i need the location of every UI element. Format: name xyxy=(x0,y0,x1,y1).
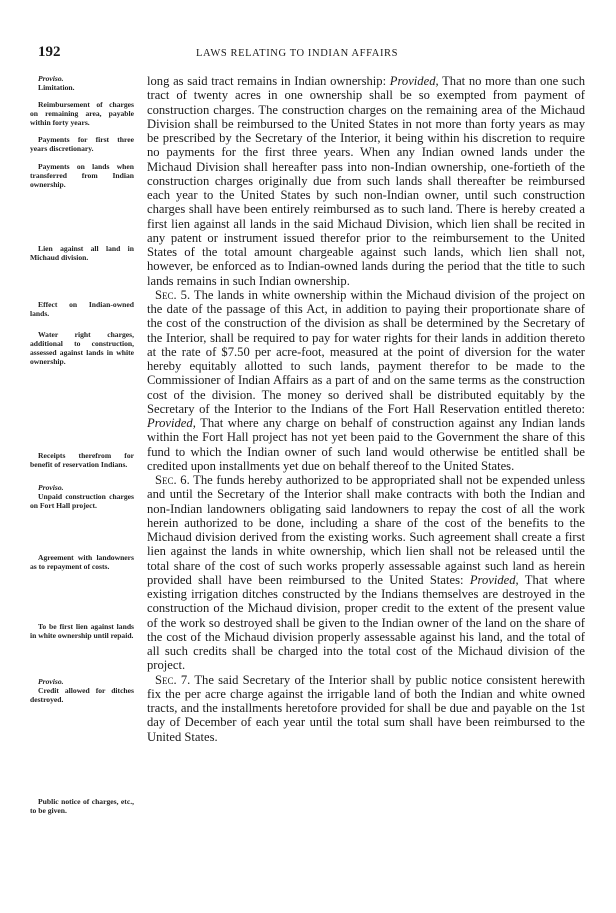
margin-note-text: Payments on lands when transferred from Indian ownership. xyxy=(30,162,134,189)
margin-note-payments-first-years xyxy=(30,135,134,153)
margin-note-payments-transferred xyxy=(30,162,134,189)
margin-note-text: Agreement with landowners as to repayment of costs. xyxy=(30,553,134,571)
margin-note-text: Reimbursement of charges on remaining area, payable within forty years. xyxy=(30,100,134,127)
margin-note-lien-michaud xyxy=(30,244,134,262)
margin-note-effect-indian-lands xyxy=(30,300,134,318)
text-run: That where existing irrigation ditches constructed by the Indians themselves are destroyed in the construction of the Michaud division, proper credit to the extent of the present value of the work so destroyed shall be given to the Indian owner of the land on the share of the cost of the Michaud division properly assessable against his land, and the total of all such credits shall be charged into the total cost of the Michaud division of the project. xyxy=(147,572,585,673)
margin-note-text: To be first lien against lands in white ownership until repaid. xyxy=(30,622,134,640)
margin-note-public-notice xyxy=(30,797,134,815)
margin-note-proviso-credit xyxy=(30,677,134,704)
provided-word: Provided, xyxy=(469,572,519,587)
section-5 xyxy=(147,288,585,473)
text-run: That where any charge on behalf of construction against any Indian lands within the Fort Hall project has not yet been paid to the Government the share of this fund to which the Indian owner of such land would otherwise be entitled shall be credited upon installments yet due on behalf thereof to the United States. xyxy=(147,416,585,473)
section-6 xyxy=(147,473,585,673)
section-label: Sec. 5. xyxy=(155,287,191,302)
proviso-label: Proviso. xyxy=(38,483,64,492)
margin-note-text: Public notice of charges, etc., to be given. xyxy=(30,797,134,815)
margin-note-text: Receipts therefrom for benefit of reservation Indians. xyxy=(30,451,134,469)
margin-note-text: Lien against all land in Michaud division. xyxy=(30,244,134,262)
margin-note-text: Limitation. xyxy=(38,83,75,92)
section-7 xyxy=(147,673,585,744)
margin-note-agreement-landowners xyxy=(30,553,134,571)
margin-note-text: Water right charges, additional to construction, assessed against lands in white ownership. xyxy=(30,330,134,366)
margin-note-text: Credit allowed for ditches destroyed. xyxy=(30,686,134,704)
margin-note-receipts xyxy=(30,451,134,469)
margin-note-text: Effect on Indian-owned lands. xyxy=(30,300,134,318)
margin-note-proviso-limitation xyxy=(30,74,134,92)
running-head: LAWS RELATING TO INDIAN AFFAIRS xyxy=(196,48,399,59)
margin-note-water-right-charges xyxy=(30,330,134,366)
text-run: The lands in white ownership within the Michaud division of the project on the date of the passage of this Act, in addition to paying their proportionate share of the cost of the construction of the division as shall be determined by the Secretary of the Interior, shall be required to pay for water rights for their lands in addition thereto at the rate of $7.50 per acre-foot, measured at the point of diversion for the water hereby equitably allotted to such lands, payment therefor to be made to the Commissioner of Indian Affairs as a part of and on the same terms as the construction cost of the division. The money so derived shall be distributed equitably by the Secretary of the Interior to the Indians of the Fort Hall Reservation entitled thereto: xyxy=(147,287,585,416)
margin-note-text: Payments for first three years discretionary. xyxy=(30,135,134,153)
body-text xyxy=(147,74,585,744)
text-run: long as said tract remains in Indian ownership: xyxy=(147,74,390,88)
paragraph-proviso-limitation xyxy=(147,74,585,288)
proviso-label: Proviso. xyxy=(38,677,64,686)
text-run: The said Secretary of the Interior shall by public notice consistent herewith fix the per acre charge against the irrigable land of both the Indian and white owned tracts, and the installments heretofore provided for shall be due and payable on the 1st day of December of each year until the total sum shall have been reimbursed to the United States. xyxy=(147,672,586,744)
text-run: The funds hereby authorized to be appropriated shall not be expended unless and until the Secretary of the Interior shall make contracts with both the Indian and non-Indian landowners obligating said landowners to repay the cost of all the work herein authorized to be done, including a share of the cost of the benefits to the Michaud division derived from the existing works. Such agreement shall create a first lien against the lands in white ownership, which lien shall not be released until the total share of the cost of such works properly assessable against such land as herein provided shall have been reimbursed to the United States: xyxy=(147,473,586,587)
page-number: 192 xyxy=(38,44,61,60)
section-label: Sec. 6. xyxy=(155,473,190,487)
provided-word: Provided, xyxy=(389,74,439,88)
proviso-label: Proviso. xyxy=(38,74,64,83)
margin-note-first-lien-white xyxy=(30,622,134,640)
provided-word: Provided, xyxy=(147,416,196,430)
margin-note-proviso-unpaid xyxy=(30,483,134,510)
margin-note-reimbursement xyxy=(30,100,134,127)
section-label: Sec. 7. xyxy=(155,672,191,687)
text-run: That no more than one such tract of twenty acres in one ownership shall be so exempted from payment of construction charges. The construction charges on the remaining area of the Michaud Division shall be reimbursed to the United States in not more than forty years as may be prescribed by the Secretary of the Interior, it being within his discretion to require no payments for the first three years. When any Indian owned lands under the Michaud Division shall hereafter pass into non-Indian ownership, one-fortieth of the construction charges originally due from such lands shall thereafter be reimbursed each year to the United States by such non-Indian owner, until such construction charges shall have been entirely reimbursed as to such land. There is hereby created a first lien against all lands in the said Michaud Division, which lien shall be recited in any patent or instrument issued therefor prior to the reimbursement to the United States of the total amount chargeable against such lands, which lien shall not, however, be enforced as to Indian-owned lands during the period that the title to such lands remains in such Indian ownership. xyxy=(147,74,585,288)
margin-note-text: Unpaid construction charges on Fort Hall project. xyxy=(30,492,134,510)
